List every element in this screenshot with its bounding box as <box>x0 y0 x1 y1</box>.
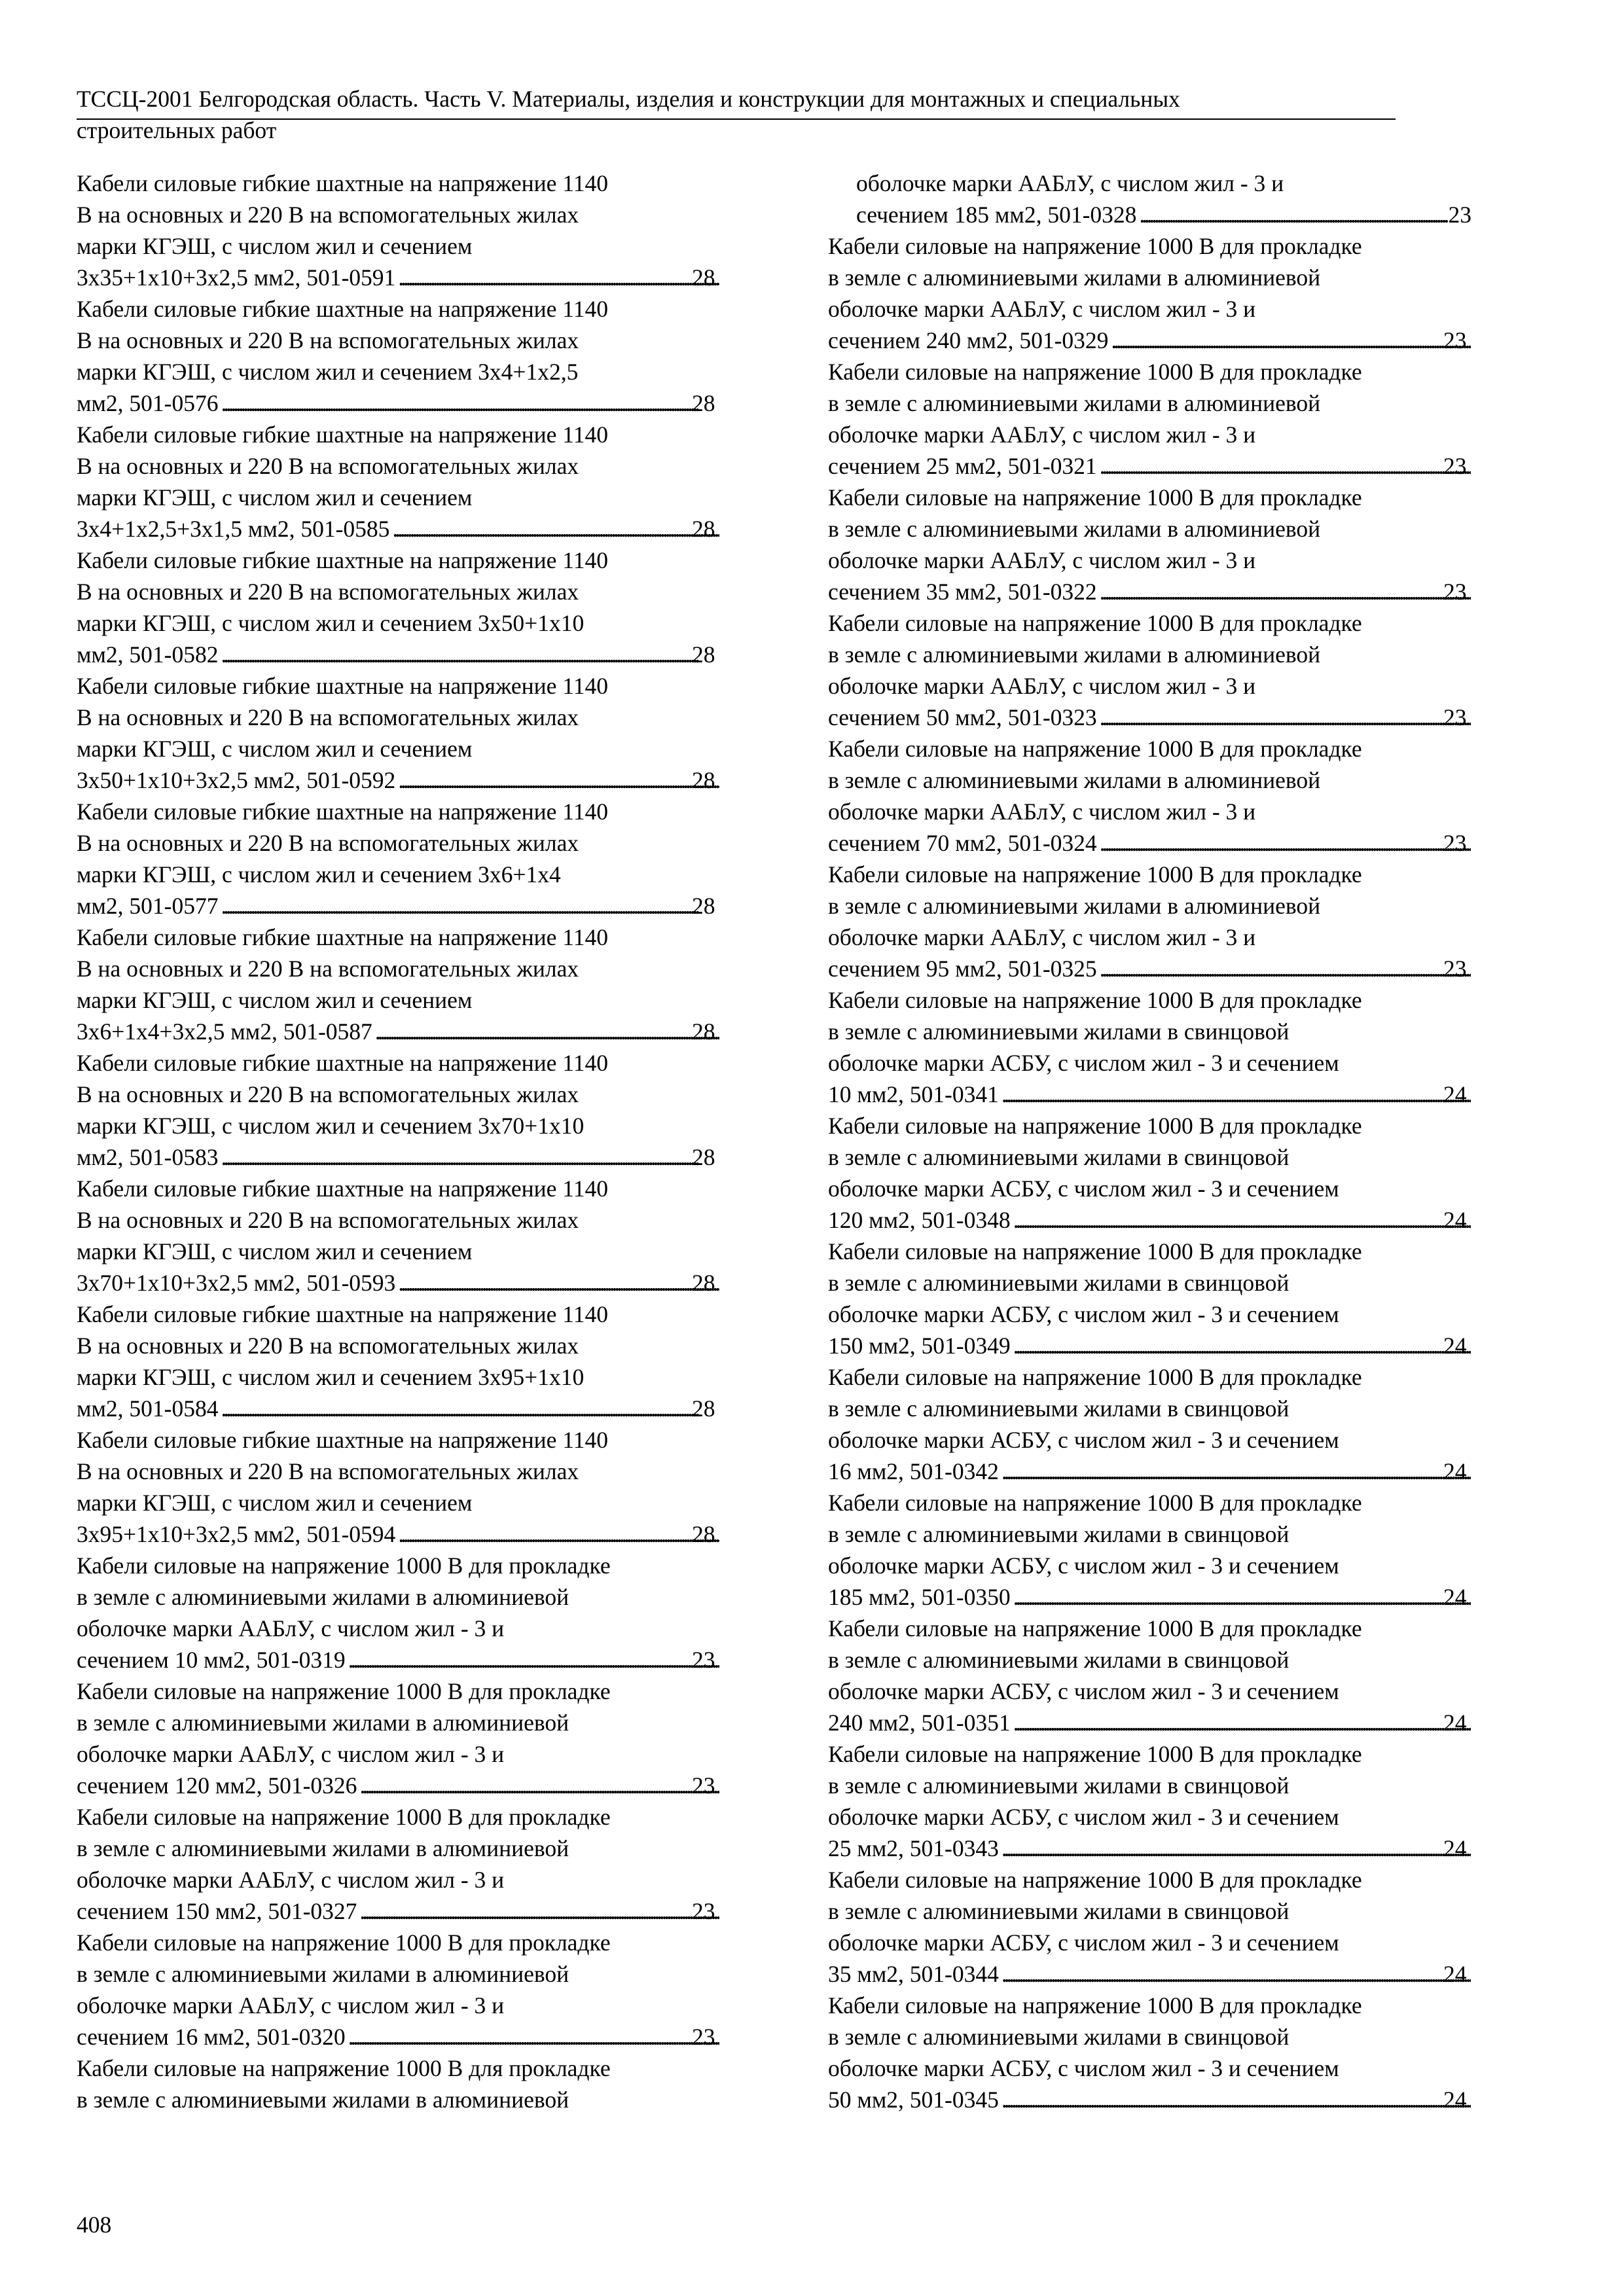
entry-line: Кабели силовые на напряжение 1000 В для прокладке <box>77 1929 611 1956</box>
entry-line: в земле с алюминиевыми жилами в алюминиевой <box>828 641 1321 668</box>
dot-leader <box>1100 450 1471 482</box>
index-entry <box>77 922 720 1047</box>
index-entry <box>828 733 1471 859</box>
entry-last-line: сечением 150 мм2, 501-0327 . . . 23 <box>105 1895 720 1927</box>
entry-code: 50 мм2, 501-0345 <box>828 2087 999 2113</box>
entry-last-line: 3х50+1х10+3х2,5 мм2, 501-0592 . . . 28 <box>105 764 720 796</box>
entry-line: в земле с алюминиевыми жилами в алюминиевой <box>77 1584 569 1610</box>
dot-leader <box>359 1895 719 1927</box>
entry-last-line: мм2, 501-0583 . . . 28 <box>105 1141 720 1173</box>
entry-last-line: 3х70+1х10+3х2,5 мм2, 501-0593 . . . 28 <box>105 1267 720 1299</box>
dot-leader <box>1001 2084 1471 2115</box>
dot-leader <box>1001 1833 1471 1864</box>
index-entry <box>77 1550 720 1676</box>
dot-leader <box>398 262 719 293</box>
entry-code: 3х50+1х10+3х2,5 мм2, 501-0592 <box>77 767 396 793</box>
entry-last-line: сечением 10 мм2, 501-0319 . . . 23 <box>105 1644 720 1676</box>
entry-line: оболочке марки АСБУ, с числом жил - 3 и сечением <box>828 1929 1339 1956</box>
index-entry <box>77 419 720 545</box>
dot-leader <box>1013 1707 1471 1738</box>
entry-code: 3х35+1х10+3х2,5 мм2, 501-0591 <box>77 264 396 291</box>
index-entry <box>828 1236 1471 1361</box>
entry-line: марки КГЭШ, с числом жил и сечением 3х95+1х10 <box>77 1364 585 1390</box>
dot-leader <box>1013 1581 1471 1613</box>
entry-line: в земле с алюминиевыми жилами в свинцовой <box>828 1144 1290 1170</box>
entry-page-number: 23 <box>1448 202 1471 228</box>
entry-line: Кабели силовые на напряжение 1000 В для прокладке <box>828 610 1362 636</box>
entry-line: В на основных и 220 В на вспомогательных жилах <box>77 704 579 730</box>
entry-last-line: мм2, 501-0576 . . . 28 <box>105 387 720 419</box>
entry-line: оболочке марки АСБУ, с числом жил - 3 и сечением <box>828 1301 1339 1327</box>
entry-line: оболочке марки ААБлУ, с числом жил - 3 и <box>77 1992 505 2018</box>
entry-code: 120 мм2, 501-0348 <box>828 1207 1011 1233</box>
entry-line: Кабели силовые на напряжение 1000 В для прокладке <box>828 1238 1362 1265</box>
entry-last-line: сечением 70 мм2, 501-0324 . . . 23 <box>856 827 1471 859</box>
entry-line: в земле с алюминиевыми жилами в свинцовой <box>828 1395 1290 1422</box>
entry-line: Кабели силовые на напряжение 1000 В для прокладке <box>828 233 1362 259</box>
entry-line: Кабели силовые на напряжение 1000 В для прокладке <box>828 1992 1362 2018</box>
index-entry <box>828 1110 1471 1236</box>
entry-line: В на основных и 220 В на вспомогательных жилах <box>77 1333 579 1359</box>
entry-line: Кабели силовые гибкие шахтные на напряжение 1140 <box>77 422 608 448</box>
entry-line: Кабели силовые гибкие шахтные на напряжение 1140 <box>77 547 608 573</box>
entry-code: 10 мм2, 501-0341 <box>828 1081 999 1107</box>
entry-code: сечением 50 мм2, 501-0323 <box>828 704 1097 730</box>
index-entry <box>77 1299 720 1424</box>
entry-line: Кабели силовые на напряжение 1000 В для прокладке <box>77 1678 611 1704</box>
index-entry <box>828 1864 1471 1990</box>
header-line-2: строительных работ <box>77 117 277 143</box>
dot-leader <box>1100 702 1471 733</box>
entry-line: в земле с алюминиевыми жилами в свинцовой <box>828 1647 1290 1673</box>
dot-leader <box>1013 1330 1471 1361</box>
entry-line: Кабели силовые на напряжение 1000 В для прокладке <box>77 2055 611 2081</box>
index-entry <box>828 230 1471 356</box>
entry-line: в земле с алюминиевыми жилами в свинцовой <box>828 2024 1290 2050</box>
index-entry <box>828 1613 1471 1738</box>
index-entry <box>77 1424 720 1550</box>
entry-line: В на основных и 220 В на вспомогательных жилах <box>77 202 579 228</box>
entry-line: Кабели силовые на напряжение 1000 В для прокладке <box>828 1615 1362 1641</box>
entry-line: оболочке марки АСБУ, с числом жил - 3 и сечением <box>828 1175 1339 1202</box>
entry-line: Кабели силовые гибкие шахтные на напряжение 1140 <box>77 170 608 196</box>
entry-code: 240 мм2, 501-0351 <box>828 1710 1011 1736</box>
dot-leader <box>221 387 719 419</box>
entry-line: Кабели силовые гибкие шахтные на напряжение 1140 <box>77 798 608 825</box>
index-entry <box>77 670 720 796</box>
entry-line: в земле с алюминиевыми жилами в алюминиевой <box>828 767 1321 793</box>
entry-line: оболочке марки ААБлУ, с числом жил - 3 и <box>828 673 1256 699</box>
index-entry <box>77 1676 720 1801</box>
entry-line: оболочке марки АСБУ, с числом жил - 3 и сечением <box>828 2055 1339 2081</box>
index-entry <box>828 1487 1471 1613</box>
entry-line: марки КГЭШ, с числом жил и сечением <box>77 736 473 762</box>
index-entry <box>77 545 720 670</box>
index-entry <box>828 482 1471 607</box>
entry-line: В на основных и 220 В на вспомогательных жилах <box>77 830 579 856</box>
entry-code: сечением 95 мм2, 501-0325 <box>828 956 1097 982</box>
entry-last-line: сечением 35 мм2, 501-0322 . . . 23 <box>856 576 1471 607</box>
entry-code: мм2, 501-0576 <box>77 390 219 416</box>
entry-last-line: 3х6+1х4+3х2,5 мм2, 501-0587 . . . 28 <box>105 1016 720 1047</box>
dot-leader <box>348 1644 719 1676</box>
dot-leader <box>1100 827 1471 859</box>
index-column-right <box>828 168 1471 2115</box>
entry-last-line: 120 мм2, 501-0348 . . . 24 <box>856 1204 1471 1236</box>
dot-leader <box>392 513 719 545</box>
entry-last-line: 35 мм2, 501-0344 . . . 24 <box>856 1958 1471 1990</box>
entry-code: 3х4+1х2,5+3х1,5 мм2, 501-0585 <box>77 516 390 542</box>
entry-last-line: сечением 25 мм2, 501-0321 . . . 23 <box>856 450 1471 482</box>
entry-code: 185 мм2, 501-0350 <box>828 1584 1011 1610</box>
entry-line: в земле с алюминиевыми жилами в алюминиевой <box>77 1710 569 1736</box>
entry-code: сечением 240 мм2, 501-0329 <box>828 327 1109 353</box>
entry-code: сечением 25 мм2, 501-0321 <box>828 453 1097 479</box>
index-entry <box>77 1173 720 1299</box>
entry-line: марки КГЭШ, с числом жил и сечением 3х4+1х2,5 <box>77 359 579 385</box>
entry-line: В на основных и 220 В на вспомогательных жилах <box>77 579 579 605</box>
entry-last-line: сечением 120 мм2, 501-0326 . . . 23 <box>105 1770 720 1801</box>
running-header <box>77 83 1396 146</box>
dot-leader <box>221 890 719 922</box>
entry-line: в земле с алюминиевыми жилами в алюминиевой <box>77 2087 569 2113</box>
dot-leader <box>1100 576 1471 607</box>
index-entry <box>828 356 1471 482</box>
entry-line: оболочке марки ААБлУ, с числом жил - 3 и <box>828 924 1256 950</box>
dot-leader <box>1100 953 1471 984</box>
entry-line: Кабели силовые гибкие шахтные на напряжение 1140 <box>77 1427 608 1453</box>
entry-last-line: 3х35+1х10+3х2,5 мм2, 501-0591 . . . 28 <box>105 262 720 293</box>
entry-line: оболочке марки АСБУ, с числом жил - 3 и сечением <box>828 1804 1339 1830</box>
entry-line: Кабели силовые на напряжение 1000 В для прокладке <box>828 1490 1362 1516</box>
entry-line: Кабели силовые на напряжение 1000 В для прокладке <box>828 1741 1362 1767</box>
entry-line: марки КГЭШ, с числом жил и сечением <box>77 484 473 511</box>
entry-last-line: мм2, 501-0577 . . . 28 <box>105 890 720 922</box>
entry-line: Кабели силовые гибкие шахтные на напряжение 1140 <box>77 1175 608 1202</box>
entry-line: марки КГЭШ, с числом жил и сечением 3х70+1х10 <box>77 1113 585 1139</box>
entry-line: Кабели силовые на напряжение 1000 В для прокладке <box>828 861 1362 888</box>
entry-line: В на основных и 220 В на вспомогательных жилах <box>77 327 579 353</box>
dot-leader <box>1139 199 1447 230</box>
entry-line: в земле с алюминиевыми жилами в алюминиевой <box>828 264 1321 291</box>
entry-last-line: 25 мм2, 501-0343 . . . 24 <box>856 1833 1471 1864</box>
entry-line: марки КГЭШ, с числом жил и сечением 3х50+1х10 <box>77 610 585 636</box>
entry-last-line: мм2, 501-0582 . . . 28 <box>105 639 720 670</box>
entry-line: оболочке марки АСБУ, с числом жил - 3 и сечением <box>828 1678 1339 1704</box>
entry-line: в земле с алюминиевыми жилами в алюминиевой <box>828 516 1321 542</box>
entry-line: Кабели силовые на напряжение 1000 В для прокладке <box>828 987 1362 1013</box>
entry-line: В на основных и 220 В на вспомогательных жилах <box>77 956 579 982</box>
index-entry <box>77 2053 720 2115</box>
index-entry <box>77 168 720 293</box>
page-number: 408 <box>77 2212 112 2238</box>
header-line-1: ТССЦ-2001 Белгородская область. Часть V. Материалы, изделия и конструкции для монтажных и специальных <box>77 86 1180 112</box>
entry-line: оболочке марки АСБУ, с числом жил - 3 и сечением <box>828 1427 1339 1453</box>
index-entry <box>828 607 1471 733</box>
entry-line: Кабели силовые на напряжение 1000 В для прокладке <box>828 1364 1362 1390</box>
entry-code: сечением 35 мм2, 501-0322 <box>828 579 1097 605</box>
entry-line: оболочке марки ААБлУ, с числом жил - 3 и <box>77 1615 505 1641</box>
index-entry <box>828 168 1471 230</box>
entry-line: марки КГЭШ, с числом жил и сечением <box>77 987 473 1013</box>
entry-code: мм2, 501-0584 <box>77 1395 219 1422</box>
entry-line: марки КГЭШ, с числом жил и сечением 3х6+1х4 <box>77 861 561 888</box>
entry-last-line: 240 мм2, 501-0351 . . . 24 <box>856 1707 1471 1738</box>
entry-line: В на основных и 220 В на вспомогательных жилах <box>77 453 579 479</box>
entry-line: Кабели силовые на напряжение 1000 В для прокладке <box>828 1867 1362 1893</box>
entry-code: 3х70+1х10+3х2,5 мм2, 501-0593 <box>77 1270 396 1296</box>
entry-last-line: 16 мм2, 501-0342 . . . 24 <box>856 1456 1471 1487</box>
dot-leader <box>359 1770 719 1801</box>
entry-line: оболочке марки АСБУ, с числом жил - 3 и сечением <box>828 1552 1339 1579</box>
entry-line: Кабели силовые на напряжение 1000 В для прокладке <box>828 1113 1362 1139</box>
index-entry <box>828 1990 1471 2115</box>
dot-leader <box>398 1518 719 1550</box>
entry-line: Кабели силовые гибкие шахтные на напряжение 1140 <box>77 924 608 950</box>
dot-leader <box>1111 325 1471 356</box>
dot-leader <box>1001 1958 1471 1990</box>
entry-code: 16 мм2, 501-0342 <box>828 1458 999 1484</box>
entry-code: 150 мм2, 501-0349 <box>828 1333 1011 1359</box>
entry-code: 25 мм2, 501-0343 <box>828 1835 999 1861</box>
entry-last-line: 50 мм2, 501-0345 . . . 24 <box>856 2084 1471 2115</box>
entry-line: В на основных и 220 В на вспомогательных жилах <box>77 1458 579 1484</box>
entry-last-line: 10 мм2, 501-0341 . . . 24 <box>856 1079 1471 1110</box>
entry-line: марки КГЭШ, с числом жил и сечением <box>77 233 473 259</box>
entry-line: оболочке марки ААБлУ, с числом жил - 3 и <box>856 170 1284 196</box>
entry-last-line: 3х4+1х2,5+3х1,5 мм2, 501-0585 . . . 28 <box>105 513 720 545</box>
entry-line: оболочке марки ААБлУ, с числом жил - 3 и <box>828 422 1256 448</box>
entry-last-line: 185 мм2, 501-0350 . . . 24 <box>856 1581 1471 1613</box>
entry-last-line: сечением 50 мм2, 501-0323 . . . 23 <box>856 702 1471 733</box>
entry-line: оболочке марки ААБлУ, с числом жил - 3 и <box>828 547 1256 573</box>
entry-line: Кабели силовые на напряжение 1000 В для прокладке <box>77 1552 611 1579</box>
entry-line: Кабели силовые на напряжение 1000 В для прокладке <box>828 736 1362 762</box>
entry-line: Кабели силовые на напряжение 1000 В для прокладке <box>828 484 1362 511</box>
dot-leader <box>221 1393 719 1424</box>
entry-line: В на основных и 220 В на вспомогательных жилах <box>77 1081 579 1107</box>
entry-line: марки КГЭШ, с числом жил и сечением <box>77 1490 473 1516</box>
entry-line: оболочке марки ААБлУ, с числом жил - 3 и <box>77 1741 505 1767</box>
dot-leader <box>1001 1079 1471 1110</box>
entry-code: мм2, 501-0577 <box>77 893 219 919</box>
entry-line: в земле с алюминиевыми жилами в алюминиевой <box>77 1961 569 1987</box>
entry-line: В на основных и 220 В на вспомогательных жилах <box>77 1207 579 1233</box>
index-entry <box>828 1361 1471 1487</box>
entry-line: Кабели силовые гибкие шахтные на напряжение 1140 <box>77 673 608 699</box>
entry-code: сечением 120 мм2, 501-0326 <box>77 1772 357 1799</box>
entry-line: Кабели силовые гибкие шахтные на напряжение 1140 <box>77 1050 608 1076</box>
entry-code: мм2, 501-0583 <box>77 1144 219 1170</box>
index-entry <box>77 1047 720 1173</box>
dot-leader <box>375 1016 719 1047</box>
entry-line: оболочке марки ААБлУ, с числом жил - 3 и <box>77 1867 505 1893</box>
entry-line: Кабели силовые на напряжение 1000 В для прокладке <box>828 359 1362 385</box>
entry-code: сечением 185 мм2, 501-0328 <box>856 202 1137 228</box>
entry-last-line: сечением 16 мм2, 501-0320 . . . 23 <box>105 2021 720 2053</box>
dot-leader <box>1013 1204 1471 1236</box>
dot-leader <box>221 1141 719 1173</box>
index-entry <box>828 859 1471 984</box>
dot-leader <box>221 639 719 670</box>
entry-line: в земле с алюминиевыми жилами в свинцовой <box>828 1270 1290 1296</box>
dot-leader <box>1001 1456 1471 1487</box>
entry-code: сечением 70 мм2, 501-0324 <box>828 830 1097 856</box>
entry-last-line: мм2, 501-0584 . . . 28 <box>105 1393 720 1424</box>
entry-code: сечением 10 мм2, 501-0319 <box>77 1647 346 1673</box>
entry-line: в земле с алюминиевыми жилами в свинцовой <box>828 1521 1290 1547</box>
index-entry <box>828 984 1471 1110</box>
entry-line: в земле с алюминиевыми жилами в алюминиевой <box>77 1835 569 1861</box>
entry-last-line: сечением 240 мм2, 501-0329 . . . 23 <box>856 325 1471 356</box>
dot-leader <box>348 2021 719 2053</box>
entry-line: марки КГЭШ, с числом жил и сечением <box>77 1238 473 1265</box>
entry-last-line: 150 мм2, 501-0349 . . . 24 <box>856 1330 1471 1361</box>
entry-line: в земле с алюминиевыми жилами в свинцовой <box>828 1772 1290 1799</box>
index-entry <box>77 1801 720 1927</box>
entry-line: в земле с алюминиевыми жилами в свинцовой <box>828 1018 1290 1045</box>
index-entry <box>77 293 720 419</box>
entry-code: 3х95+1х10+3х2,5 мм2, 501-0594 <box>77 1521 396 1547</box>
index-column-left <box>77 168 720 2115</box>
entry-last-line: 3х95+1х10+3х2,5 мм2, 501-0594 . . . 28 <box>105 1518 720 1550</box>
entry-line: оболочке марки ААБлУ, с числом жил - 3 и <box>828 798 1256 825</box>
entry-line: в земле с алюминиевыми жилами в алюминиевой <box>828 893 1321 919</box>
entry-code: мм2, 501-0582 <box>77 641 219 668</box>
entry-line: оболочке марки АСБУ, с числом жил - 3 и сечением <box>828 1050 1339 1076</box>
entry-code: сечением 16 мм2, 501-0320 <box>77 2024 346 2050</box>
header-rule <box>77 118 1396 120</box>
entry-line: Кабели силовые гибкие шахтные на напряжение 1140 <box>77 1301 608 1327</box>
entry-line: оболочке марки ААБлУ, с числом жил - 3 и <box>828 296 1256 322</box>
entry-line: в земле с алюминиевыми жилами в свинцовой <box>828 1898 1290 1924</box>
entry-code: 3х6+1х4+3х2,5 мм2, 501-0587 <box>77 1018 372 1045</box>
entry-code: 35 мм2, 501-0344 <box>828 1961 999 1987</box>
entry-line: в земле с алюминиевыми жилами в алюминиевой <box>828 390 1321 416</box>
entry-line: Кабели силовые гибкие шахтные на напряжение 1140 <box>77 296 608 322</box>
entry-last-line <box>856 199 1471 230</box>
index-entry <box>77 796 720 922</box>
index-entry <box>828 1738 1471 1864</box>
dot-leader <box>398 764 719 796</box>
index-entry <box>77 1927 720 2053</box>
entry-last-line: сечением 95 мм2, 501-0325 . . . 23 <box>856 953 1471 984</box>
dot-leader <box>398 1267 719 1299</box>
entry-code: сечением 150 мм2, 501-0327 <box>77 1898 357 1924</box>
entry-line: Кабели силовые на напряжение 1000 В для прокладке <box>77 1804 611 1830</box>
